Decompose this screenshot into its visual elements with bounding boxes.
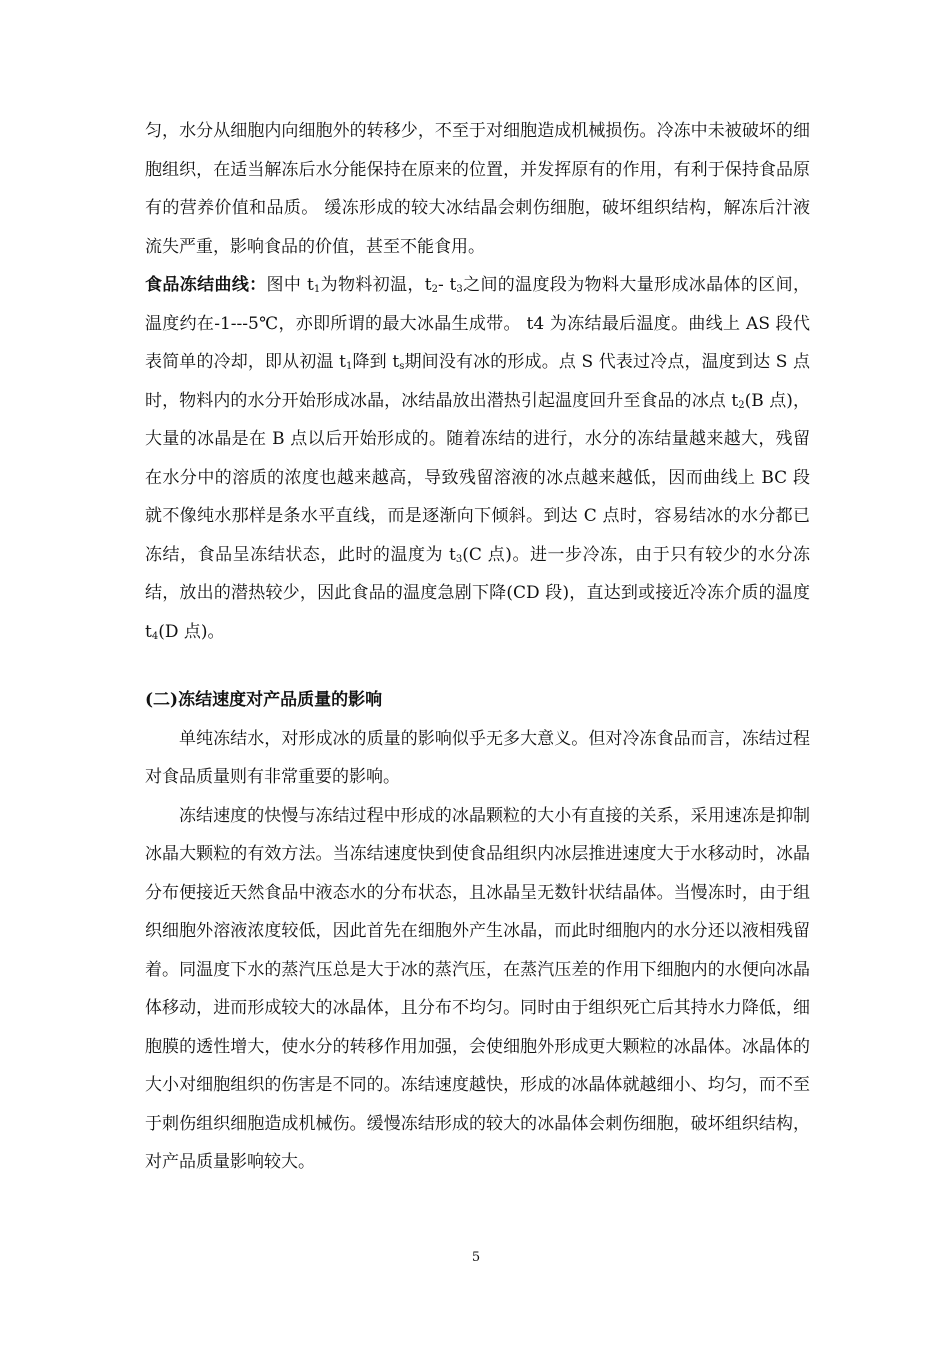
subscript: s: [399, 361, 405, 372]
text-run: (B 点)，大量的冰晶是在 B 点以后开始形成的。随着冻结的进行，水分的冻结量越来越大，残留在水分中的溶质的浓度也越来越高，导致残留溶液的冰点越来越低，因而曲线上 BC 段就不像纯水那样是条水平直线，而是逐渐向下倾斜。到达 C 点时，容易结冰的水分都已冻结，食品呈冻结状态，此时的温度为 t: [145, 390, 810, 565]
paragraph-freezing-curve: [145, 266, 810, 651]
subscript: 2: [738, 399, 745, 411]
section-heading: (二)冻结速度对产品质量的影响: [145, 690, 383, 710]
text-run: 之间的温度段为物料大量形成冰晶体的区间，温度约在-1---5℃，亦即所谓的最大冰晶生成带。 t4 为冻结最后温度。曲线上 AS 段代表简单的冷却，即从初温 t: [145, 275, 810, 372]
paragraph-intro: 单纯冻结水，对形成冰的质量的影响似乎无多大意义。但对冷冻食品而言，冻结过程对食品质量则有非常重要的影响。: [145, 728, 810, 787]
page-number: 5: [471, 1250, 481, 1265]
text-run: - t: [438, 275, 457, 295]
subscript: 1: [313, 284, 321, 295]
paragraph-freezing-speed: 冻结速度的快慢与冻结过程中形成的冰晶颗粒的大小有直接的关系，采用速冻是抑制冰晶大颗粒的有效方法。当冻结速度快到使食品组织内冰层推进速度大于水移动时，冰晶分布便接近天然食品中液态水的分布状态，且冰晶呈无数针状结晶体。当慢冻时，由于组织细胞外溶液浓度较低，因此首先在细胞外产生冰晶，而此时细胞内的水分还以液相残留着。同温度下水的蒸汽压总是大于冰的蒸汽压，在蒸汽压差的作用下细胞内的水便向冰晶体移动，进而形成较大的冰晶体，且分布不均匀。同时由于组织死亡后其持水力降低，细胞膜的透性增大，使水分的转移作用加强，会使细胞外形成更大颗粒的冰晶体。冰晶体的大小对细胞组织的伤害是不同的。冻结速度越快，形成的冰晶体就越细小、均匀，而不至于刺伤组织细胞造成机械伤。缓慢冻结形成的较大的冰晶体会刺伤细胞，破坏组织结构，对产品质量影响较大。: [145, 805, 810, 1172]
subscript: 1: [346, 361, 353, 372]
text-run: 降到 t: [352, 352, 400, 372]
text-run: 图中 t: [266, 275, 314, 295]
text-run: 期间没有冰的形成。点 S 代表过冷点，温度到达 S 点时，物料内的水分开始形成冰晶，冰结晶放出潜热引起温度回升至食品的冰点 t: [145, 352, 810, 411]
freezing-curve-label: 食品冻结曲线：: [145, 275, 267, 295]
subscript: 2: [431, 284, 438, 295]
subscript: 3: [456, 284, 463, 295]
subscript: 4: [151, 630, 159, 642]
paragraph-freezing-damage: 匀，水分从细胞内向细胞外的转移少，不至于对细胞造成机械损伤。冷冻中未被破坏的细胞组织，在适当解冻后水分能保持在原来的位置，并发挥原有的作用，有利于保持食品原有的营养价值和品质。 缓冻形成的较大冰结晶会刺伤细胞，破坏组织结构，解冻后汁液流失严重，影响食品的价值，甚至不能食用。: [145, 121, 810, 257]
page-body: [145, 112, 810, 1182]
section-spacer: [145, 651, 810, 681]
text-run: (C 点)。进一步冷冻，由于只有较少的水分冻结，放出的潜热较少，因此食品的温度急剧下降(CD 段)，直达到或接近冷冻介质的温度 t: [145, 544, 810, 642]
subscript: 3: [455, 553, 463, 565]
text-run: 为物料初温，t: [320, 275, 432, 295]
text-run: (D 点)。: [158, 621, 225, 642]
